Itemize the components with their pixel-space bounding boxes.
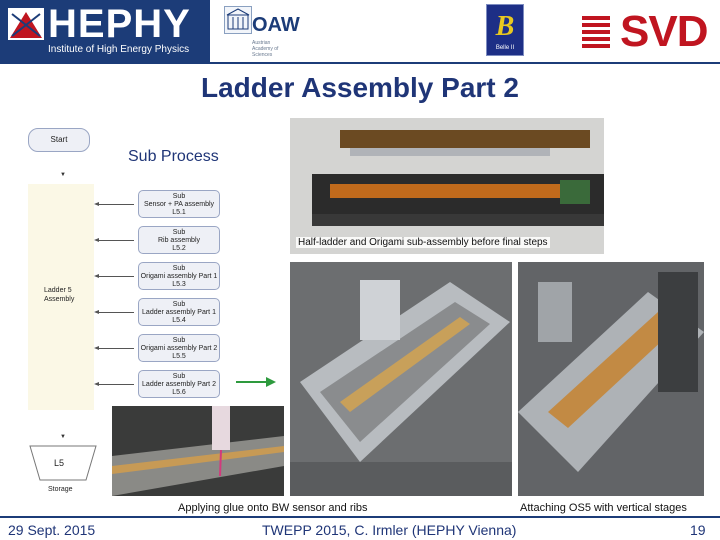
left-arrow-icon [98, 312, 134, 313]
step-line2: Origami assembly Part 1 [140, 273, 218, 280]
storage-label: Storage [48, 486, 73, 493]
page-number: 19 [690, 522, 706, 538]
left-arrow-icon [98, 276, 134, 277]
hephy-logo-block [0, 0, 210, 62]
sub-process-label: Sub Process [128, 148, 219, 165]
footer-divider [0, 516, 720, 518]
step-line3: L5.6 [172, 389, 186, 396]
flow-step-node [138, 262, 220, 290]
glue-dispense-photo [112, 406, 284, 496]
green-arrow-icon [236, 376, 276, 388]
flow-step-node [138, 370, 220, 398]
down-arrow-icon: ▼ [60, 172, 66, 178]
vertical-stage-photo [518, 262, 704, 496]
step-line1: Sub [172, 229, 186, 236]
ladder-assembly-label: Ladder 5 Assembly [44, 287, 75, 303]
step-line3: L5.5 [172, 353, 186, 360]
step-line1: Sub [172, 373, 186, 380]
left-arrow-icon [98, 348, 134, 349]
step-line2: Origami assembly Part 2 [140, 345, 218, 352]
left-arrow-icon [98, 204, 134, 205]
step-line1: Sub [172, 337, 186, 344]
down-arrow-icon: ▼ [60, 434, 66, 440]
belle-label: Belle II [495, 45, 515, 51]
layer-label: L5 [54, 458, 65, 468]
oaw-label: OAW [252, 14, 300, 36]
step-line3: L5.2 [172, 245, 186, 252]
flow-start-node: Start [28, 128, 90, 152]
hephy-subtitle: Institute of High Energy Physics [48, 44, 190, 55]
belle-logo [486, 4, 524, 56]
footer-date: 29 Sept. 2015 [8, 522, 96, 538]
header-banner [0, 0, 720, 62]
step-line3: L5.1 [172, 209, 186, 216]
step-line1: Sub [172, 265, 186, 272]
hephy-title: HEPHY [48, 2, 191, 46]
oaw-sublabel: Austrian Academy of Sciences [252, 40, 279, 58]
left-arrow-icon [98, 240, 134, 241]
flow-step-node [138, 190, 220, 218]
step-line2: Ladder assembly Part 1 [142, 309, 216, 316]
ladder-jig-photo [290, 262, 512, 496]
svd-stripes-icon [580, 14, 612, 48]
flow-step-node [138, 298, 220, 326]
step-line3: L5.4 [172, 317, 186, 324]
flow-step-node [138, 226, 220, 254]
step-line1: Sub [172, 193, 186, 200]
os5-caption: Attaching OS5 with vertical stages [520, 502, 687, 514]
step-line2: Rib assembly [157, 237, 200, 244]
flow-step-node [138, 334, 220, 362]
svg-text:B: B [495, 11, 515, 42]
step-line3: L5.3 [172, 281, 186, 288]
left-arrow-icon [98, 384, 134, 385]
footer-conference: TWEPP 2015, C. Irmler (HEPHY Vienna) [262, 522, 517, 538]
step-line1: Sub [172, 301, 186, 308]
svd-label: SVD [620, 7, 708, 56]
step-line2: Sensor + PA assembly [143, 201, 215, 208]
slide-title: Ladder Assembly Part 2 [201, 72, 519, 103]
hephy-emblem-icon [8, 8, 44, 40]
half-ladder-photo [290, 118, 604, 254]
oaw-building-icon [224, 6, 252, 34]
glue-caption: Applying glue onto BW sensor and ribs [178, 502, 368, 514]
header-divider [0, 62, 720, 64]
step-line2: Ladder assembly Part 2 [142, 381, 216, 388]
half-ladder-caption: Half-ladder and Origami sub-assembly before final steps [298, 237, 548, 248]
